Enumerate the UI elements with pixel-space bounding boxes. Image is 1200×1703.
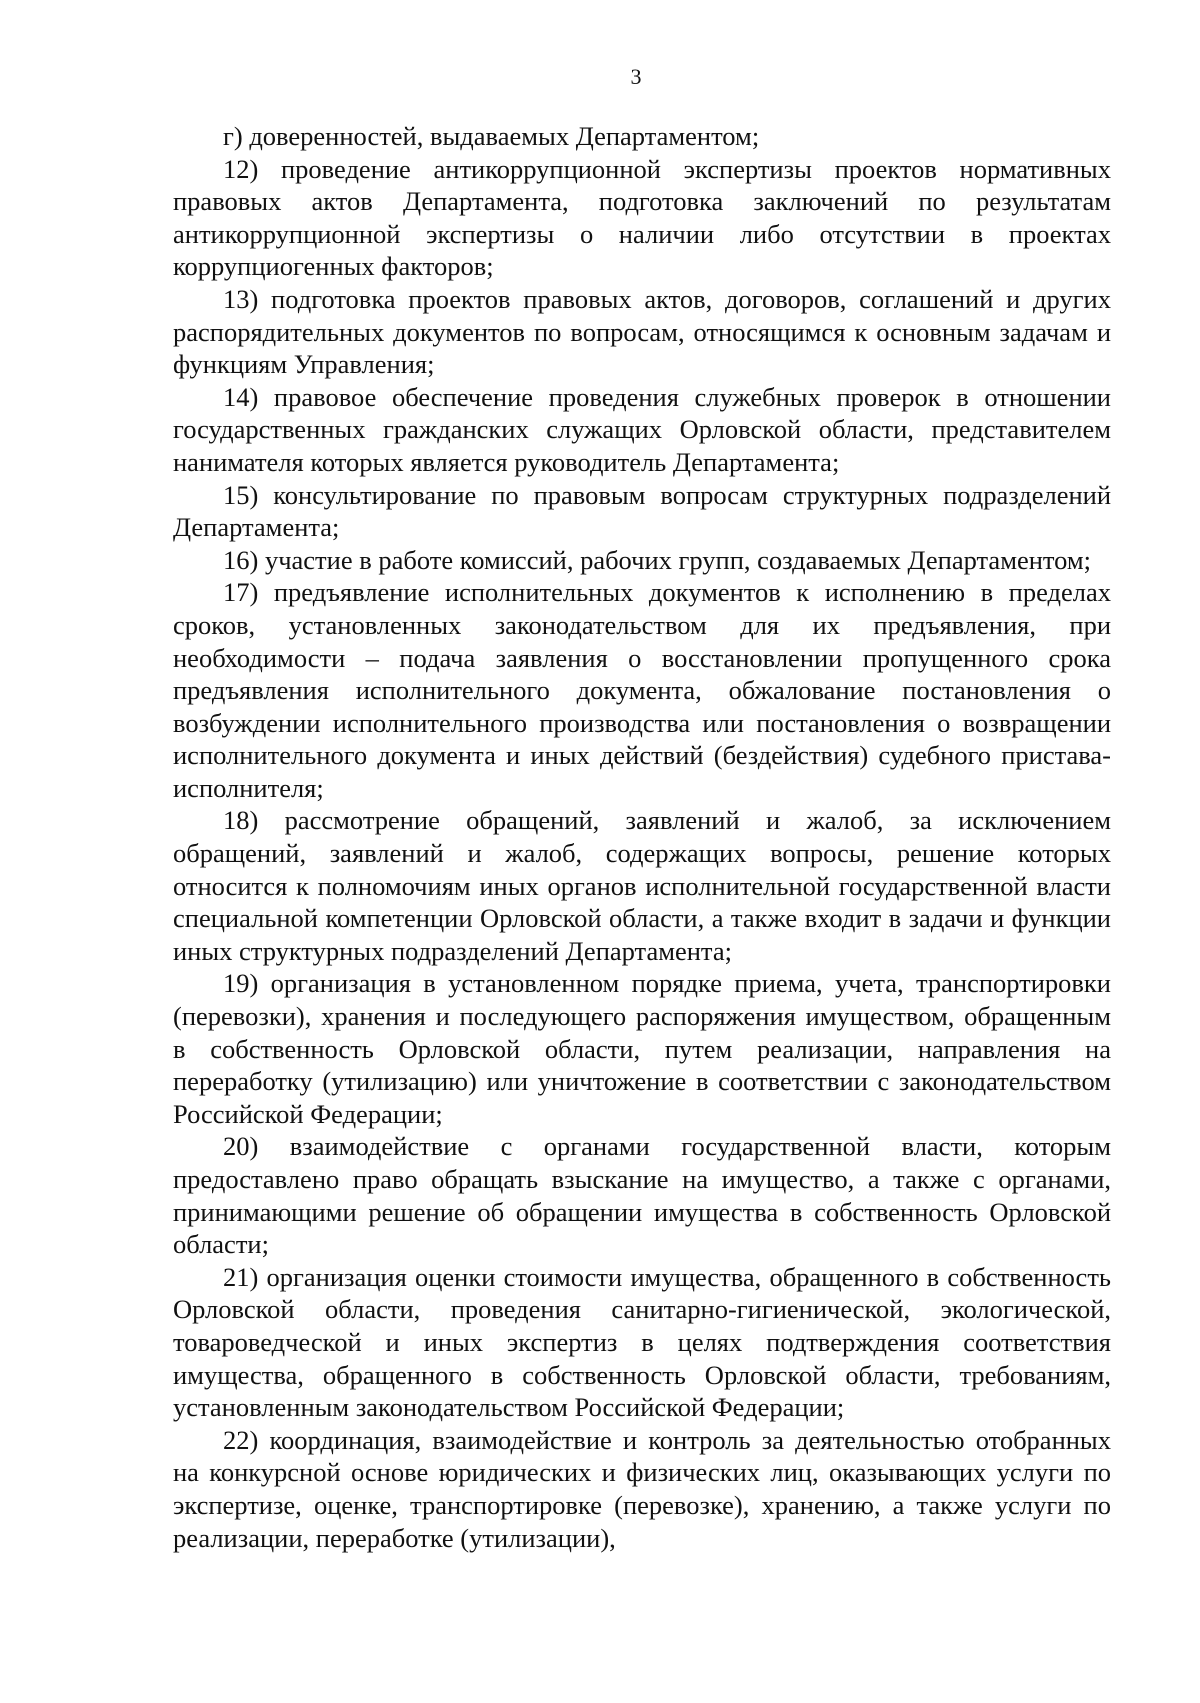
paragraph-21-property-valuation: 21) организация оценки стоимости имущества, обращенного в собственность Орловской области, проведения санитарно-гигиенической, экологической, товароведческой и иных экспертиз в целях подтверждения соответствия имущества, обращенного в собственность Орловской области, требованиям, установленным законодательством Российской Федерации; (173, 1261, 1111, 1423)
document-body (173, 120, 1111, 1554)
paragraph-20-authorities-interaction: 20) взаимодействие с органами государственной власти, которым предоставлено право обращать взыскание на имущество, а также с органами, принимающими решение об обращении имущества в собственность Орловской области; (173, 1131, 1111, 1260)
paragraph-19-property-handling: 19) организация в установленном порядке приема, учета, транспортировки (перевозки), хранения и последующего распоряжения имуществом, обращенным в собственность Орловской области, путем реализации, направления на переработку (утилизацию) или уничтожение в соответствии с законодательством Российской Федерации; (173, 968, 1111, 1129)
paragraph-g-powers-of-attorney: г) доверенностей, выдаваемых Департаментом; (223, 121, 760, 151)
paragraph-16-commissions: 16) участие в работе комиссий, рабочих групп, создаваемых Департаментом; (223, 544, 1092, 575)
page-number: 3 (630, 64, 642, 89)
paragraph-14-official-inspections: 14) правовое обеспечение проведения служебных проверок в отношении государственных гражданских служащих Орловской области, представителем нанимателя которых является руководитель Департамента; (173, 381, 1111, 477)
paragraph-22-contractors-coordination: 22) координация, взаимодействие и контроль за деятельностью отобранных на конкурсной основе юридических и физических лиц, оказывающих услуги по экспертизе, оценке, транспортировке (перевозке), хранению, а также услуги по реализации, переработке (утилизации), (173, 1424, 1111, 1553)
paragraph-15-legal-consulting: 15) консультирование по правовым вопросам структурных подразделений Департамента; (173, 479, 1111, 543)
paragraph-18-appeals-review: 18) рассмотрение обращений, заявлений и жалоб, за исключением обращений, заявлений и жалоб, содержащих вопросы, решение которых относится к полномочиям иных органов исполнительной государственной власти специальной компетенции Орловской области, а также входит в задачи и функции иных структурных подразделений Департамента; (173, 805, 1111, 966)
paragraph-13-legal-acts-drafting: 13) подготовка проектов правовых актов, договоров, соглашений и других распорядительных документов по вопросам, относящимся к основным задачам и функциям Управления; (173, 283, 1111, 380)
paragraph-12-anticorruption-expertise: 12) проведение антикоррупционной экспертизы проектов нормативных правовых актов Департамента, подготовка заключений по результатам антикоррупционной экспертизы о наличии либо отсутствии в проектах коррупциогенных факторов; (173, 153, 1111, 282)
paragraph-17-enforcement-documents: 17) предъявление исполнительных документов к исполнению в пределах сроков, установленных законодательством для их предъявления, при необходимости – подача заявления о восстановлении пропущенного срока предъявления исполнительного документа, обжалование постановления о возбуждении исполнительного производства или постановления о возвращении исполнительного документа и иных действий (бездействия) судебного пристава-исполнителя; (173, 577, 1111, 803)
